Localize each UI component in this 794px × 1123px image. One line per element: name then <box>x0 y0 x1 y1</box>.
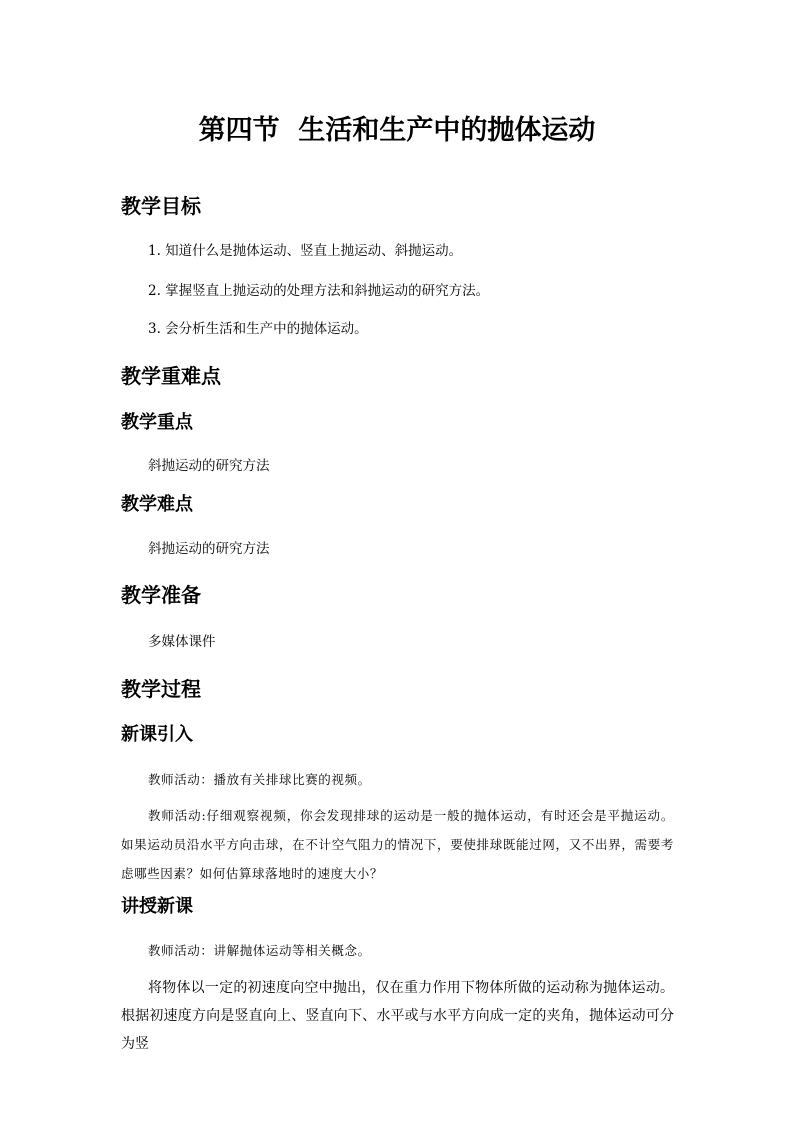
preparation-text: 多媒体课件 <box>148 634 216 650</box>
difficulty-text: 斜抛运动的研究方法 <box>148 541 270 557</box>
lecture-paragraph-1: 教师活动：讲解抛体运动等相关概念。 <box>148 943 371 958</box>
heading-lecture: 讲授新课 <box>121 896 193 917</box>
objective-item-3: 3. 会分析生活和生产中的抛体运动。 <box>148 321 368 337</box>
objective-item-2: 2. 掌握竖直上抛运动的处理方法和斜抛运动的研究方法。 <box>148 283 490 299</box>
heading-difficulty: 教学难点 <box>121 494 193 515</box>
intro-paragraph-1: 教师活动：播放有关排球比赛的视频。 <box>148 772 371 787</box>
heading-intro: 新课引入 <box>121 724 193 745</box>
heading-preparation: 教学准备 <box>121 583 201 607</box>
heading-focus: 教学重点 <box>121 412 193 433</box>
page-title: 第四节 生活和生产中的抛体运动 <box>198 115 596 146</box>
heading-key-points: 教学重难点 <box>121 364 221 388</box>
lecture-paragraph-2: 将物体以一定的初速度向空中抛出，仅在重力作用下物体所做的运动称为抛体运动。根据初速度方向是竖直向上、竖直向下、水平或与水平方向成一定的夹角，抛体运动可分为竖 <box>121 980 674 1052</box>
intro-paragraph-2: 教师活动:仔细观察视频，你会发现排球的运动是一般的抛体运动，有时还会是平抛运动。如果运动员沿水平方向击球，在不计空气阻力的情况下，要使排球既能过网，又不出界，需要考虑哪些因素？如何估算球落地时的速度大小？ <box>121 808 674 881</box>
heading-process: 教学过程 <box>121 677 201 701</box>
heading-objectives: 教学目标 <box>121 194 201 218</box>
focus-text: 斜抛运动的研究方法 <box>148 458 270 474</box>
objective-item-1: 1. 知道什么是抛体运动、竖直上抛运动、斜抛运动。 <box>148 243 463 259</box>
